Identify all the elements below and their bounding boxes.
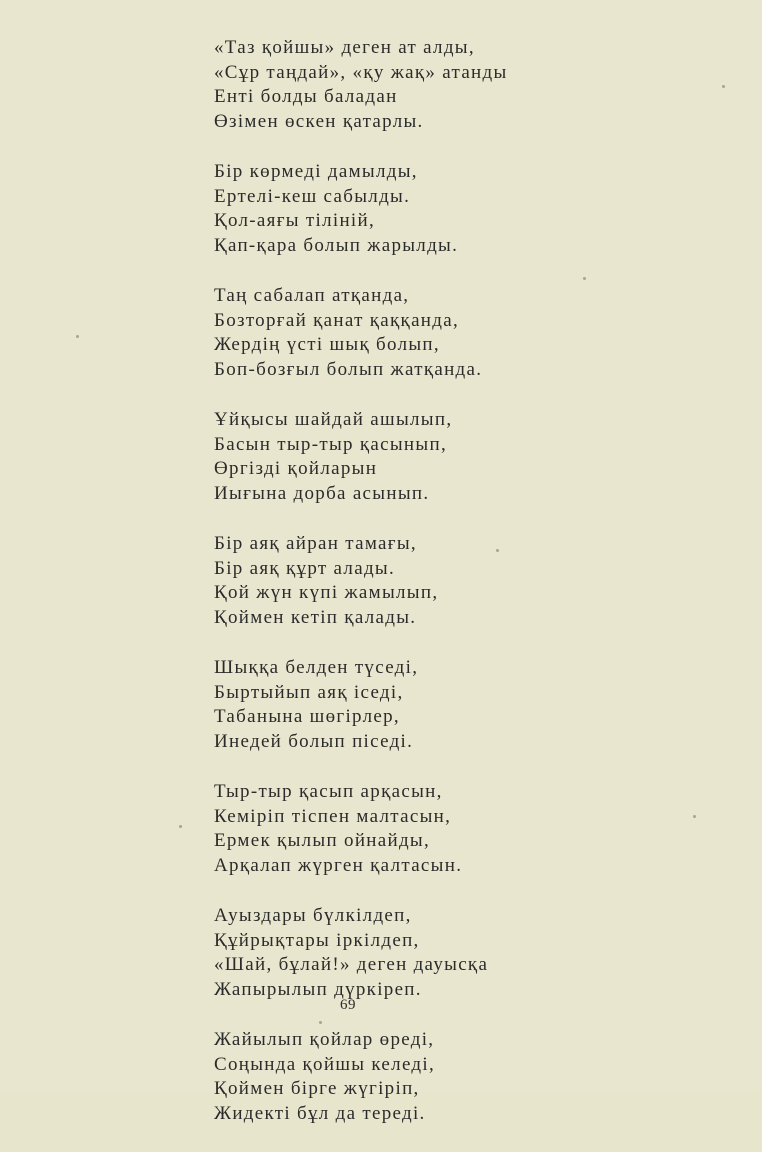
poem-line: Қоймен кетіп қалады. — [214, 606, 417, 628]
poem-line: Ауыздары бүлкілдеп, — [214, 905, 412, 926]
poem — [214, 36, 734, 1152]
poem-line: Таң сабалап атқанда, — [214, 285, 410, 306]
poem-line: Ермек қылып ойнайды, — [214, 830, 431, 851]
poem-line: Кеміріп тіспен малтасын, — [214, 805, 452, 827]
stanza-2 — [214, 160, 734, 258]
poem-line: Ұйқысы шайдай ашылып, — [214, 409, 453, 430]
poem-line: «Шай, бұлай!» деген дауысқа — [214, 954, 489, 975]
poem-line: Жапырылып дүркіреп. — [214, 978, 422, 1000]
poem-line: Шыққа белден түседі, — [214, 657, 419, 678]
paper-speck — [722, 85, 725, 88]
stanza-6 — [214, 656, 734, 754]
stanza-7 — [214, 780, 734, 878]
poem-line: Жердің үсті шық болып, — [214, 334, 440, 355]
poem-line: Енті болды баладан — [214, 86, 398, 107]
stanza-8 — [214, 904, 734, 1002]
poem-line: Басын тыр-тыр қасынып, — [214, 433, 447, 455]
paper-speck — [319, 1021, 322, 1024]
stanza-1 — [214, 36, 734, 134]
poem-line: Тыр-тыр қасып арқасын, — [214, 781, 443, 802]
poem-line: Бір көрмеді дамылды, — [214, 161, 418, 182]
poem-line: Табанына шөгірлер, — [214, 706, 400, 727]
poem-line: Быртыйып аяқ іседі, — [214, 681, 404, 703]
poem-line: Бір аяқ айран тамағы, — [214, 533, 417, 554]
poem-line: Жидекті бұл да тереді. — [214, 1102, 426, 1124]
paper-speck — [76, 335, 79, 338]
paper-speck — [179, 825, 182, 828]
poem-line: «Сұр таңдай», «қу жақ» атанды — [214, 61, 508, 83]
poem-line: Құйрықтары іркілдеп, — [214, 929, 420, 951]
poem-line: Иығына дорба асынып. — [214, 482, 430, 504]
poem-line: Қол-аяғы тіліній, — [214, 210, 376, 231]
poem-line: Өргізді қойларын — [214, 458, 378, 479]
poem-line: Қоймен бірге жүгіріп, — [214, 1078, 420, 1099]
poem-line: Боп-бозғыл болып жатқанда. — [214, 358, 483, 380]
poem-line: «Таз қойшы» деген ат алды, — [214, 37, 475, 58]
poem-line: Ертелі-кеш сабылды. — [214, 185, 411, 207]
paper-speck — [693, 815, 696, 818]
poem-line: Өзімен өскен қатарлы. — [214, 110, 424, 132]
poem-line: Жайылып қойлар өреді, — [214, 1029, 435, 1050]
poem-line: Бір аяқ құрт алады. — [214, 557, 396, 579]
page-number: 69 — [340, 997, 356, 1013]
paper-speck — [496, 549, 499, 552]
poem-line: Соңында қойшы келеді, — [214, 1053, 436, 1075]
stanza-4 — [214, 408, 734, 506]
stanza-5 — [214, 532, 734, 630]
poem-line: Қой жүн күпі жамылып, — [214, 582, 439, 603]
poem-line: Бозторғай қанат қаққанда, — [214, 309, 460, 331]
stanza-3 — [214, 284, 734, 382]
poem-line: Инедей болып піседі. — [214, 730, 414, 752]
stanza-9 — [214, 1028, 734, 1126]
poem-line: Қап-қара болып жарылды. — [214, 234, 459, 256]
paper-speck — [583, 277, 586, 280]
poem-line: Арқалап жүрген қалтасын. — [214, 854, 463, 876]
